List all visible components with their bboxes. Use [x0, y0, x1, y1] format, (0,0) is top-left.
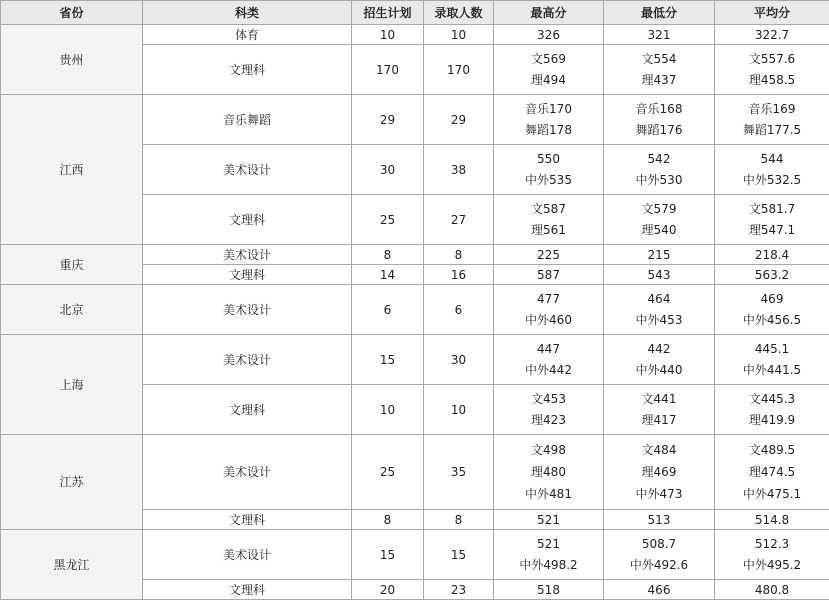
cell-text: 25 [379, 465, 396, 479]
category-cell [142, 284, 352, 335]
cell-text: 8 [454, 512, 463, 527]
cell-text: 29 [450, 112, 467, 127]
cell-text: 文569 [531, 52, 566, 66]
cell-text: 170 [447, 62, 470, 77]
cell-text: 321 [647, 27, 671, 42]
cell-text: 理469 [641, 465, 677, 479]
cell-text: 最低分 [640, 5, 677, 20]
min-score-cell [603, 284, 715, 335]
cell-text: 10 [450, 27, 467, 42]
cell-text: 音乐170 [525, 102, 572, 116]
cell-text: 30 [450, 352, 467, 367]
cell-text: 音乐169 [748, 102, 796, 116]
cell-text: 录取人数 [434, 5, 483, 20]
min-score-cell [603, 434, 715, 510]
plan-cell [351, 529, 424, 580]
cell-text: 518 [537, 582, 560, 597]
cell-text: 理561 [531, 223, 566, 237]
min-score-cell [603, 529, 715, 580]
admitted-cell [423, 284, 494, 335]
plan-cell [351, 94, 424, 145]
cell-text: 6 [383, 302, 392, 317]
cell-text: 贵州 [59, 52, 84, 67]
cell-text: 218.4 [754, 247, 790, 262]
cell-text: 587 [537, 267, 560, 282]
admitted-cell [423, 529, 494, 580]
cell-text: 文557.6 [748, 52, 796, 66]
cell-text: 文453 [531, 392, 566, 406]
admitted-cell [423, 384, 494, 435]
category-cell [142, 579, 352, 600]
cell-text: 215 [647, 247, 671, 262]
cell-text: 体育 [234, 27, 259, 42]
cell-text: 中外441.5 [742, 363, 802, 377]
max-score-cell [493, 194, 604, 245]
admitted-cell [423, 94, 494, 145]
cell-text: 521 [537, 512, 560, 527]
max-score-cell [493, 384, 604, 435]
cell-text: 中外481 [525, 487, 572, 501]
cell-text: 中外440 [635, 363, 683, 377]
cell-text: 文理科 [228, 512, 265, 527]
avg-score-cell [714, 579, 829, 600]
cell-text: 文587 [531, 202, 566, 216]
min-score-cell [603, 334, 715, 385]
category-cell [142, 44, 352, 95]
cell-text: 音乐舞蹈 [222, 112, 271, 127]
category-cell [142, 264, 352, 285]
cell-text: 理419.9 [748, 413, 796, 427]
cell-text: 25 [379, 212, 396, 227]
category-cell [142, 529, 352, 580]
cell-text: 中外532.5 [742, 173, 802, 187]
plan-cell [351, 284, 424, 335]
cell-text: 黑龙江 [53, 557, 90, 572]
cell-text: 音乐168 [635, 102, 683, 116]
cell-text: 8 [383, 247, 392, 262]
cell-text: 美术设计 [222, 247, 271, 262]
cell-text: 466 [647, 582, 671, 597]
cell-text: 512.3 [754, 537, 790, 551]
cell-text: 科类 [234, 5, 259, 20]
cell-text: 10 [450, 402, 467, 417]
min-score-cell [603, 144, 715, 195]
cell-text: 中外498.2 [519, 558, 578, 572]
cell-text: 27 [450, 212, 467, 227]
admitted-cell [423, 194, 494, 245]
cell-text: 理437 [641, 73, 677, 87]
cell-text: 文489.5 [748, 443, 796, 457]
cell-text: 477 [537, 292, 560, 306]
plan-cell [351, 24, 424, 45]
cell-text: 563.2 [754, 267, 790, 282]
cell-text: 文581.7 [748, 202, 796, 216]
cell-text: 326 [537, 27, 560, 42]
cell-text: 文理科 [228, 267, 265, 282]
cell-text: 文理科 [228, 212, 265, 227]
cell-text: 最高分 [530, 5, 567, 20]
plan-cell [351, 194, 424, 245]
cell-text: 理480 [531, 465, 566, 479]
cell-text: 理423 [531, 413, 566, 427]
cell-text: 舞蹈176 [635, 123, 683, 137]
cell-text: 8 [383, 512, 392, 527]
cell-text: 513 [647, 512, 671, 527]
cell-text: 理474.5 [748, 465, 796, 479]
cell-text: 20 [379, 582, 396, 597]
max-score-cell [493, 264, 604, 285]
cell-text: 544 [760, 152, 784, 166]
admitted-cell [423, 579, 494, 600]
province-cell [0, 244, 143, 285]
category-cell [142, 384, 352, 435]
admitted-cell [423, 24, 494, 45]
province-cell [0, 334, 143, 435]
cell-text: 170 [376, 62, 399, 77]
plan-cell [351, 44, 424, 95]
cell-text: 中外495.2 [742, 558, 802, 572]
province-cell [0, 24, 143, 95]
cell-text: 中外475.1 [742, 487, 802, 501]
cell-text: 上海 [59, 377, 84, 392]
cell-text: 514.8 [754, 512, 790, 527]
cell-text: 10 [379, 402, 396, 417]
min-score-cell [603, 94, 715, 145]
cell-text: 中外535 [525, 173, 572, 187]
max-score-cell [493, 244, 604, 265]
cell-text: 447 [537, 342, 560, 356]
max-score-cell [493, 44, 604, 95]
header-avg-score-cell [714, 0, 829, 25]
avg-score-cell [714, 529, 829, 580]
admitted-cell [423, 334, 494, 385]
cell-text: 省份 [59, 5, 84, 20]
max-score-cell [493, 434, 604, 510]
cell-text: 北京 [59, 302, 84, 317]
cell-text: 中外492.6 [629, 558, 689, 572]
cell-text: 23 [450, 582, 467, 597]
cell-text: 480.8 [754, 582, 790, 597]
admitted-cell [423, 509, 494, 530]
cell-text: 中外460 [525, 313, 572, 327]
header-category-cell [142, 0, 352, 25]
max-score-cell [493, 579, 604, 600]
avg-score-cell [714, 509, 829, 530]
cell-text: 美术设计 [222, 352, 271, 367]
cell-text: 平均分 [753, 5, 790, 20]
cell-text: 理458.5 [748, 73, 796, 87]
cell-text: 舞蹈178 [525, 123, 572, 137]
cell-text: 15 [379, 352, 396, 367]
header-province-cell [0, 0, 143, 25]
cell-text: 322.7 [754, 27, 790, 42]
category-cell [142, 144, 352, 195]
plan-cell [351, 579, 424, 600]
avg-score-cell [714, 194, 829, 245]
avg-score-cell [714, 384, 829, 435]
cell-text: 文理科 [228, 62, 265, 77]
min-score-cell [603, 44, 715, 95]
province-cell [0, 529, 143, 600]
cell-text: 550 [537, 152, 560, 166]
avg-score-cell [714, 264, 829, 285]
cell-text: 542 [647, 152, 671, 166]
cell-text: 中外442 [525, 363, 572, 377]
cell-text: 10 [379, 27, 396, 42]
plan-cell [351, 384, 424, 435]
admitted-cell [423, 434, 494, 510]
plan-cell [351, 144, 424, 195]
max-score-cell [493, 94, 604, 145]
cell-text: 中外530 [635, 173, 683, 187]
province-cell [0, 284, 143, 335]
cell-text: 521 [537, 537, 560, 551]
cell-text: 舞蹈177.5 [742, 123, 802, 137]
min-score-cell [603, 384, 715, 435]
admitted-cell [423, 44, 494, 95]
cell-text: 文554 [641, 52, 677, 66]
category-cell [142, 24, 352, 45]
avg-score-cell [714, 244, 829, 265]
max-score-cell [493, 144, 604, 195]
cell-text: 理547.1 [748, 223, 796, 237]
max-score-cell [493, 334, 604, 385]
cell-text: 38 [450, 162, 467, 177]
cell-text: 35 [450, 465, 467, 479]
cell-text: 508.7 [641, 537, 677, 551]
cell-text: 6 [454, 302, 463, 317]
cell-text: 美术设计 [222, 465, 271, 479]
cell-text: 中外456.5 [742, 313, 802, 327]
category-cell [142, 509, 352, 530]
plan-cell [351, 434, 424, 510]
cell-text: 文445.3 [748, 392, 796, 406]
avg-score-cell [714, 334, 829, 385]
min-score-cell [603, 264, 715, 285]
min-score-cell [603, 24, 715, 45]
max-score-cell [493, 509, 604, 530]
cell-text: 16 [450, 267, 467, 282]
cell-text: 文理科 [228, 402, 265, 417]
category-cell [142, 94, 352, 145]
cell-text: 文441 [641, 392, 677, 406]
cell-text: 美术设计 [222, 162, 271, 177]
header-plan-cell [351, 0, 424, 25]
cell-text: 15 [450, 547, 467, 562]
header-min-score-cell [603, 0, 715, 25]
avg-score-cell [714, 44, 829, 95]
cell-text: 江西 [59, 162, 84, 177]
header-max-score-cell [493, 0, 604, 25]
cell-text: 美术设计 [222, 302, 271, 317]
plan-cell [351, 244, 424, 265]
category-cell [142, 194, 352, 245]
category-cell [142, 434, 352, 510]
cell-text: 文484 [641, 443, 677, 457]
cell-text: 中外473 [635, 487, 683, 501]
avg-score-cell [714, 144, 829, 195]
province-cell [0, 434, 143, 530]
province-cell [0, 94, 143, 245]
max-score-cell [493, 529, 604, 580]
min-score-cell [603, 244, 715, 265]
cell-text: 29 [379, 112, 396, 127]
avg-score-cell [714, 24, 829, 45]
cell-text: 理417 [641, 413, 677, 427]
avg-score-cell [714, 434, 829, 510]
min-score-cell [603, 194, 715, 245]
admitted-cell [423, 144, 494, 195]
cell-text: 225 [537, 247, 560, 262]
cell-text: 445.1 [754, 342, 790, 356]
cell-text: 理540 [641, 223, 677, 237]
cell-text: 文理科 [228, 582, 265, 597]
cell-text: 543 [647, 267, 671, 282]
cell-text: 中外453 [635, 313, 683, 327]
min-score-cell [603, 579, 715, 600]
cell-text: 文498 [531, 443, 566, 457]
cell-text: 理494 [531, 73, 566, 87]
cell-text: 14 [379, 267, 396, 282]
admitted-cell [423, 264, 494, 285]
cell-text: 8 [454, 247, 463, 262]
max-score-cell [493, 24, 604, 45]
cell-text: 15 [379, 547, 396, 562]
cell-text: 招生计划 [363, 5, 412, 20]
avg-score-cell [714, 284, 829, 335]
cell-text: 江苏 [59, 475, 84, 489]
cell-text: 重庆 [59, 257, 84, 272]
admitted-cell [423, 244, 494, 265]
min-score-cell [603, 509, 715, 530]
category-cell [142, 244, 352, 265]
cell-text: 文579 [641, 202, 677, 216]
plan-cell [351, 334, 424, 385]
header-admitted-cell [423, 0, 494, 25]
category-cell [142, 334, 352, 385]
cell-text: 442 [647, 342, 671, 356]
cell-text: 美术设计 [222, 547, 271, 562]
cell-text: 469 [760, 292, 784, 306]
avg-score-cell [714, 94, 829, 145]
cell-text: 30 [379, 162, 396, 177]
cell-text: 464 [647, 292, 671, 306]
plan-cell [351, 264, 424, 285]
plan-cell [351, 509, 424, 530]
max-score-cell [493, 284, 604, 335]
